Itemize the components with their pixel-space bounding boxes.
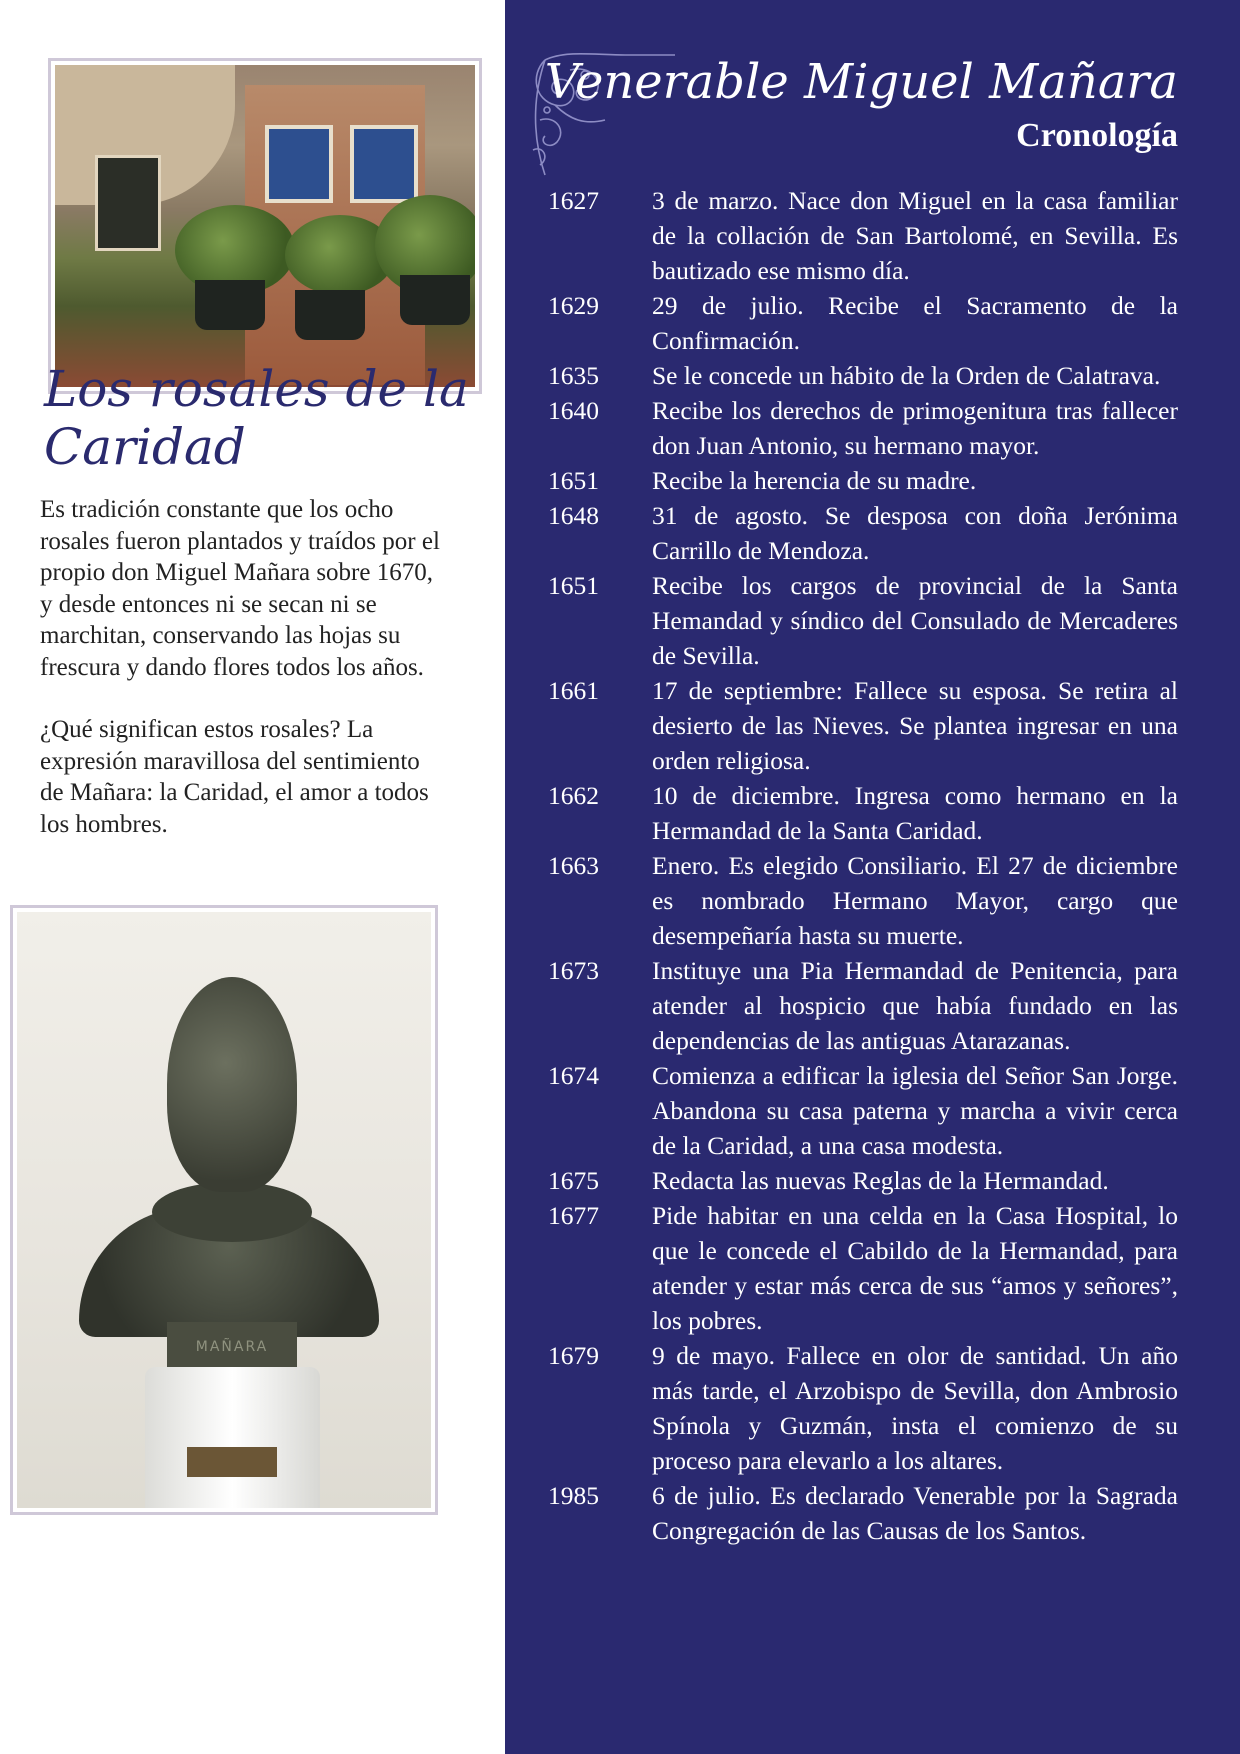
timeline-entry bbox=[505, 673, 1240, 778]
timeline-year: 1661 bbox=[548, 676, 599, 705]
timeline bbox=[505, 183, 1240, 1548]
timeline-entry bbox=[505, 463, 1240, 498]
garden-image bbox=[55, 65, 475, 387]
timeline-entry bbox=[505, 1198, 1240, 1338]
bust-image bbox=[17, 912, 431, 1508]
timeline-entry bbox=[505, 848, 1240, 953]
timeline-text: Recibe los cargos de provincial de la Santa Hemandad y síndico del Consulado de Mercaderes de Sevilla. bbox=[652, 571, 1178, 670]
rose-garden-photo bbox=[48, 58, 482, 394]
page-title: Venerable Miguel Mañara bbox=[544, 54, 1178, 110]
section-body bbox=[40, 494, 444, 871]
timeline-text: Redacta las nuevas Reglas de la Hermandad. bbox=[652, 1166, 1109, 1195]
timeline-year: 1673 bbox=[548, 956, 599, 985]
paragraph: Es tradición constante que los ocho rosales fueron plantados y traídos por el propio don Miguel Mañara sobre 1670, y desde entonces ni se secan ni se marchitan, conservando las hojas su frescura y dando flores todos los años. bbox=[40, 496, 440, 681]
timeline-text: 10 de diciembre. Ingresa como hermano en la Hermandad de la Santa Caridad. bbox=[652, 781, 1178, 845]
page-subtitle: Cronología bbox=[1016, 117, 1178, 154]
timeline-text: 6 de julio. Es declarado Venerable por la Sagrada Congregación de las Causas de los Santos. bbox=[652, 1481, 1178, 1545]
timeline-entry bbox=[505, 1338, 1240, 1478]
timeline-year: 1629 bbox=[548, 291, 599, 320]
bust-photo bbox=[10, 905, 438, 1515]
timeline-year: 1675 bbox=[548, 1166, 599, 1195]
timeline-text: 9 de mayo. Fallece en olor de santidad. Un año más tarde, el Arzobispo de Sevilla, don Ambrosio Spínola y Guzmán, insta el comienzo de su proceso para elevarlo a los altares. bbox=[652, 1341, 1178, 1475]
section-title: Los rosales de la Caridad bbox=[44, 360, 469, 476]
timeline-year: 1985 bbox=[548, 1481, 599, 1510]
timeline-year: 1662 bbox=[548, 781, 599, 810]
timeline-entry bbox=[505, 1058, 1240, 1163]
timeline-year: 1674 bbox=[548, 1061, 599, 1090]
timeline-year: 1677 bbox=[548, 1201, 599, 1230]
timeline-year: 1648 bbox=[548, 501, 599, 530]
timeline-text: Instituye una Pia Hermandad de Penitencia, para atender al hospicio que había fundado en las dependencias de las antiguas Atarazanas. bbox=[652, 956, 1178, 1055]
timeline-text: Se le concede un hábito de la Orden de Calatrava. bbox=[652, 361, 1161, 390]
timeline-text: 29 de julio. Recibe el Sacramento de la Confirmación. bbox=[652, 291, 1178, 355]
timeline-year: 1651 bbox=[548, 466, 599, 495]
timeline-text: 17 de septiembre: Fallece su esposa. Se retira al desierto de las Nieves. Se plantea ingresar en una orden religiosa. bbox=[652, 676, 1178, 775]
timeline-text: Pide habitar en una celda en la Casa Hospital, lo que le concede el Cabildo de la Hermandad, para atender y estar más cerca de sus “amos y señores”, los pobres. bbox=[652, 1201, 1178, 1335]
timeline-entry bbox=[505, 288, 1240, 358]
timeline-year: 1640 bbox=[548, 396, 599, 425]
timeline-text: Recibe la herencia de su madre. bbox=[652, 466, 977, 495]
timeline-entry bbox=[505, 183, 1240, 288]
bust-inscription: MAÑARA bbox=[195, 1339, 269, 1355]
timeline-text: 31 de agosto. Se desposa con doña Jerónima Carrillo de Mendoza. bbox=[652, 501, 1178, 565]
timeline-year: 1627 bbox=[548, 186, 599, 215]
timeline-entry bbox=[505, 498, 1240, 568]
timeline-year: 1635 bbox=[548, 361, 599, 390]
chronology-panel bbox=[505, 0, 1240, 1754]
timeline-entry bbox=[505, 568, 1240, 673]
timeline-entry bbox=[505, 1478, 1240, 1548]
timeline-entry bbox=[505, 1163, 1240, 1198]
timeline-entry bbox=[505, 778, 1240, 848]
timeline-year: 1679 bbox=[548, 1341, 599, 1370]
timeline-year: 1663 bbox=[548, 851, 599, 880]
timeline-text: Recibe los derechos de primogenitura tras fallecer don Juan Antonio, su hermano mayor. bbox=[652, 396, 1178, 460]
timeline-entry bbox=[505, 358, 1240, 393]
timeline-text: Enero. Es elegido Consiliario. El 27 de diciembre es nombrado Hermano Mayor, cargo que desempeñaría hasta su muerte. bbox=[652, 851, 1178, 950]
timeline-text: Comienza a edificar la iglesia del Señor San Jorge. Abandona su casa paterna y marcha a vivir cerca de la Caridad, a una casa modesta. bbox=[652, 1061, 1178, 1160]
timeline-entry bbox=[505, 393, 1240, 463]
left-column bbox=[0, 0, 505, 1754]
timeline-text: 3 de marzo. Nace don Miguel en la casa familiar de la collación de San Bartolomé, en Sevilla. Es bautizado ese mismo día. bbox=[652, 186, 1178, 285]
paragraph: ¿Qué significan estos rosales? La expresión maravillosa del sentimiento de Mañara: la Caridad, el amor a todos los hombres. bbox=[40, 716, 429, 838]
timeline-entry bbox=[505, 953, 1240, 1058]
timeline-year: 1651 bbox=[548, 571, 599, 600]
